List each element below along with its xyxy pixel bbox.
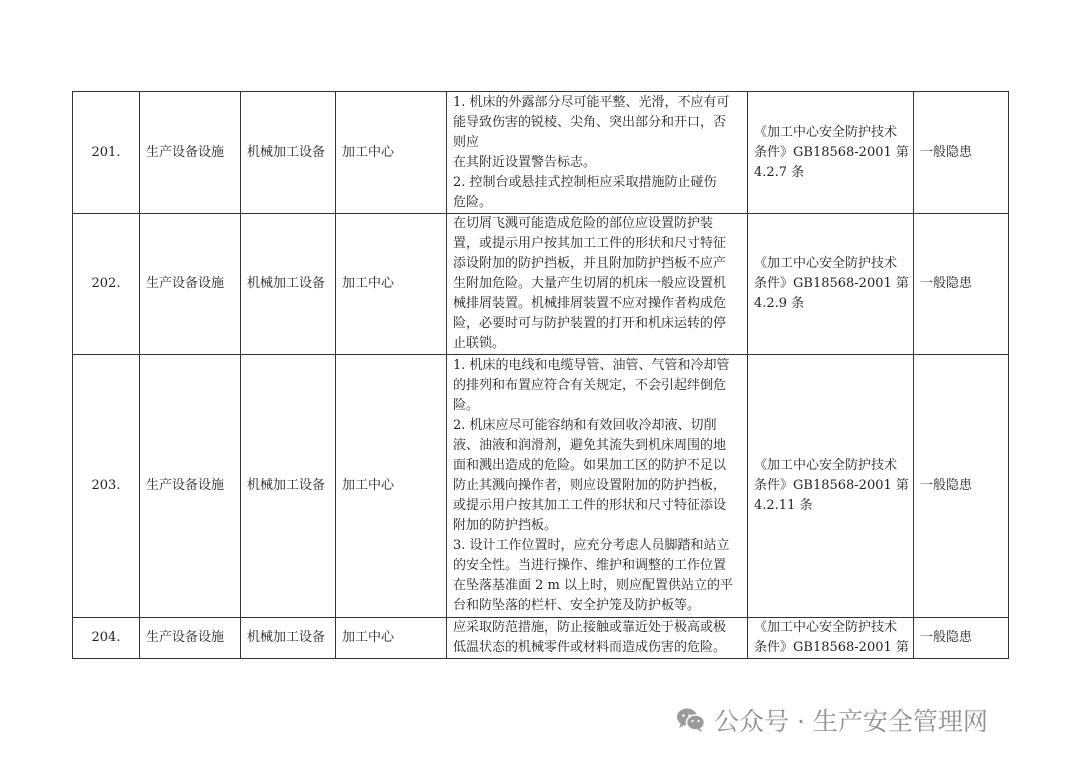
row-number: 201.: [73, 92, 140, 214]
text-line: 面和溅出造成的危险。如果加工区的防护不足以: [453, 458, 727, 473]
text-line: 液、油液和润滑剂，避免其流失到机床周围的地: [453, 438, 727, 453]
subcategory-cell: 机械加工设备: [241, 92, 336, 214]
text-line: 4.2.9 条: [754, 296, 805, 311]
row-number: 203.: [73, 355, 140, 618]
subcategory-cell: 机械加工设备: [241, 618, 336, 659]
text-line: 条件》GB18568-2001 第: [754, 640, 909, 655]
table-row: [73, 214, 1009, 355]
text-line: 1. 机床的电线和电缆导管、油管、气管和冷却管: [453, 358, 730, 373]
text-line: 置，或提示用户按其加工工件的形状和尺寸特征: [453, 236, 727, 251]
reference-cell: [748, 355, 914, 618]
item-cell: 加工中心: [336, 355, 447, 618]
reference-cell: [748, 92, 914, 214]
text-line: 生附加危险。大量产生切屑的机床一般应设置机: [453, 276, 727, 291]
category-cell: 生产设备设施: [140, 214, 241, 355]
text-line: 3. 设计工作位置时，应充分考虑人员脚踏和站立: [453, 538, 730, 553]
text-line: 险，必要时可与防护装置的打开和机床运转的停: [453, 316, 727, 331]
text-line: 1. 机床的外露部分尽可能平整、光滑，不应有可: [453, 94, 730, 110]
text-line: 械排屑装置。机械排屑装置不应对操作者构成危: [453, 296, 727, 311]
item-cell: 加工中心: [336, 618, 447, 659]
category-cell: 生产设备设施: [140, 355, 241, 618]
text-line: 在其附近设置警告标志。: [453, 154, 597, 170]
text-line: 或提示用户按其加工工件的形状和尺寸特征添设: [453, 498, 727, 513]
row-number: 204.: [73, 618, 140, 659]
table-row: [73, 618, 1009, 659]
text-line: 低温状态的机械零件或材料而造成伤害的危险。: [453, 640, 727, 655]
text-line: 《加工中心安全防护技术: [754, 458, 898, 473]
row-number: 202.: [73, 214, 140, 355]
text-line: 防止其溅向操作者，则应设置附加的防护挡板，: [453, 478, 727, 493]
watermark-text: 公众号 · 生产安全管理网: [714, 707, 988, 736]
text-line: 在切屑飞溅可能造成危险的部位应设置防护装: [453, 216, 714, 231]
text-line: 添设附加的防护挡板，并且附加防护挡板不应产: [453, 256, 727, 271]
subcategory-cell: 机械加工设备: [241, 214, 336, 355]
text-line: 4.2.11 条: [754, 498, 813, 513]
hazard-level-cell: 一般隐患: [914, 92, 1009, 214]
item-cell: 加工中心: [336, 92, 447, 214]
category-cell: 生产设备设施: [140, 618, 241, 659]
text-line: 2. 机床应尽可能容纳和有效回收冷却液、切削: [453, 418, 717, 433]
text-line: 《加工中心安全防护技术: [754, 256, 898, 271]
text-line: 台和防坠落的栏杆、安全护笼及防护板等。: [453, 598, 701, 613]
text-line: 条件》GB18568-2001 第: [754, 276, 909, 291]
category-cell: 生产设备设施: [140, 92, 241, 214]
table-row: [73, 355, 1009, 618]
watermark: [676, 702, 988, 738]
subcategory-cell: 机械加工设备: [241, 355, 336, 618]
text-line: 的排列和布置应符合有关规定，不会引起绊倒危: [453, 378, 727, 393]
requirement-cell: [447, 355, 748, 618]
requirement-cell: [447, 214, 748, 355]
text-line: 《加工中心安全防护技术: [754, 124, 898, 140]
requirement-cell: [447, 618, 748, 659]
hazard-table: [72, 91, 1009, 659]
text-line: 的安全性。当进行操作、维护和调整的工作位置: [453, 558, 727, 573]
text-line: 能导致伤害的锐棱、尖角、突出部分和开口，否: [453, 114, 727, 130]
reference-cell: [748, 214, 914, 355]
text-line: 险。: [453, 398, 480, 413]
wechat-icon: [676, 707, 706, 733]
text-line: 应采取防范措施，防止接触或靠近处于极高或极: [453, 620, 727, 635]
text-line: 4.2.7 条: [754, 164, 805, 180]
text-line: 附加的防护挡板。: [453, 518, 558, 533]
reference-cell: [748, 618, 914, 659]
text-line: 2. 控制台或悬挂式控制柜应采取措施防止碰伤: [453, 174, 717, 190]
text-line: 则应: [453, 134, 480, 150]
hazard-level-cell: 一般隐患: [914, 618, 1009, 659]
table-row: [73, 92, 1009, 214]
text-line: 止联锁。: [453, 336, 506, 351]
hazard-level-cell: 一般隐患: [914, 214, 1009, 355]
table-body: [73, 92, 1009, 659]
requirement-cell: [447, 92, 748, 214]
hazard-level-cell: 一般隐患: [914, 355, 1009, 618]
text-line: 条件》GB18568-2001 第: [754, 144, 909, 160]
text-line: 在坠落基准面 2 m 以上时，则应配置供站立的平: [453, 578, 733, 593]
item-cell: 加工中心: [336, 214, 447, 355]
text-line: 条件》GB18568-2001 第: [754, 478, 909, 493]
text-line: 《加工中心安全防护技术: [754, 620, 898, 635]
text-line: 危险。: [453, 194, 493, 210]
